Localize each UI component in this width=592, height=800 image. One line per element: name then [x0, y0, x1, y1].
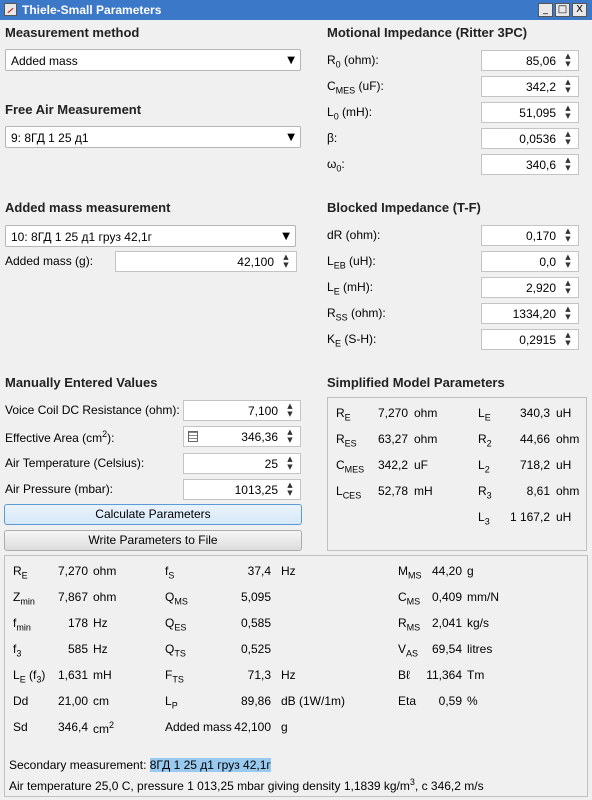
result-col1-sym-5 — [13, 694, 28, 708]
result-col3-unittext-1: mm/N — [467, 590, 499, 604]
blocked-label-2-sym: L — [327, 280, 334, 294]
blocked-input-3[interactable] — [481, 303, 579, 324]
blocked-label-0-sym: dR — [327, 228, 343, 242]
simplified-right-sym-0 — [478, 406, 491, 422]
result-col2-unit-4 — [281, 668, 296, 682]
result-col3-value-5: 0,59 — [438, 694, 462, 708]
spinner-arrows-icon[interactable]: ▲ ▼ — [287, 455, 293, 471]
simplified-right-value-2: 718,2 — [519, 458, 550, 472]
result-col2-sym-1 — [165, 590, 188, 606]
simplified-left-unit-3: mH — [414, 484, 433, 498]
simplified-right-sub-2: 2 — [484, 464, 490, 475]
motional-value-1: 342,2 — [525, 80, 556, 94]
motional-value-2: 51,095 — [519, 106, 556, 120]
simplified-right-sym-2 — [478, 458, 490, 474]
result-col3-symtext-2: R — [398, 616, 407, 630]
motional-label-4-unit: : — [341, 157, 345, 171]
air-conditions-sup: 3 — [409, 777, 415, 787]
secondary-measurement-label: Secondary measurement: — [9, 758, 147, 772]
simplified-left-sub-3: CES — [342, 490, 362, 501]
result-col1-extratail-4: ) — [41, 668, 46, 682]
result-col1-symtext-2: f — [13, 616, 17, 630]
motional-label-2-unit: (mH): — [338, 105, 373, 119]
result-col1-sym-2 — [13, 616, 31, 632]
simplified-left-sym-1 — [336, 432, 357, 448]
motional-value-3: 0,0536 — [519, 132, 556, 146]
added-mass-input-value: 42,100 — [237, 255, 274, 269]
blocked-value-4: 0,2915 — [519, 333, 556, 347]
result-col2-sym-2 — [165, 616, 186, 632]
simplified-right-symtext-2: L — [478, 458, 485, 472]
result-col1-unit-1 — [93, 590, 116, 604]
spinner-arrows-icon[interactable]: ▲ ▼ — [565, 331, 571, 347]
blocked-input-2[interactable] — [481, 277, 579, 298]
spinner-arrows-icon[interactable]: ▲ ▼ — [565, 227, 571, 243]
motional-label-0-sub: 0 — [335, 59, 341, 70]
simplified-right-value-3: 8,61 — [526, 484, 550, 498]
simplified-left-value-3: 52,78 — [377, 484, 408, 498]
result-col2-symtext-2: Q — [165, 616, 175, 630]
simplified-heading: Simplified Model Parameters — [327, 375, 505, 390]
blocked-heading: Blocked Impedance (T-F) — [327, 200, 481, 215]
result-col1-value-1: 7,867 — [57, 590, 88, 604]
result-col3-symtext-4: Bℓ — [398, 668, 410, 682]
simplified-left-unit-2: uF — [414, 458, 429, 472]
result-col2-value-1: 5,095 — [240, 590, 271, 604]
simplified-left-value-2: 342,2 — [377, 458, 408, 472]
result-col2-value-6: 42,100 — [234, 720, 271, 734]
motional-input-4[interactable] — [481, 154, 579, 175]
result-col2-unittext-6: g — [281, 720, 288, 734]
result-col2-symtext-5: L — [165, 694, 172, 708]
simplified-right-sub-0: E — [484, 412, 491, 423]
blocked-input-1[interactable] — [481, 251, 579, 272]
chevron-down-icon: ▼ — [282, 231, 290, 242]
result-col1-symtext-3: f — [13, 642, 17, 656]
write-parameters-button[interactable]: Write Parameters to File — [4, 530, 302, 551]
result-col3-sym-4 — [398, 668, 410, 682]
motional-label-2-sub: 0 — [333, 111, 339, 122]
motional-label-0-unit: (ohm): — [340, 53, 379, 67]
air-pressure-input[interactable] — [183, 479, 301, 500]
result-col3-sym-2 — [398, 616, 420, 632]
motional-label-3-unit: : — [333, 131, 338, 145]
result-col1-symtext-5: Dd — [13, 694, 29, 708]
simplified-right-symtext-1: R — [478, 432, 487, 446]
simplified-right-unit-2: uH — [556, 458, 572, 472]
simplified-right-symtext-3: R — [478, 484, 487, 498]
result-col3-unittext-0: g — [467, 564, 474, 578]
result-col2-sub-0: S — [168, 570, 175, 581]
blocked-label-4-sym: K — [327, 332, 336, 346]
result-col3-symtext-0: M — [398, 564, 408, 578]
simplified-right-symtext-0: L — [478, 406, 485, 420]
result-col2-sym-3 — [165, 642, 186, 658]
result-col2-symtext-3: Q — [165, 642, 175, 656]
results-panel — [4, 555, 588, 797]
blocked-label-3-sub: SS — [335, 312, 348, 323]
blocked-input-0[interactable] — [481, 225, 579, 246]
result-col3-unittext-5: % — [467, 694, 478, 708]
blocked-label-4-sub: E — [335, 338, 342, 349]
simplified-right-unit-3: ohm — [556, 484, 580, 498]
simplified-left-value-0: 7,270 — [377, 406, 408, 420]
blocked-value-0: 0,170 — [525, 229, 556, 243]
result-col2-unittext-0: Hz — [281, 564, 296, 578]
spinner-arrows-icon[interactable]: ▲ ▼ — [565, 279, 571, 295]
result-col3-unit-3 — [467, 642, 492, 656]
result-col1-extrasub-4: 3 — [36, 674, 42, 685]
secondary-measurement-value[interactable]: 8ГД 1 25 д1 груз 42,1г — [149, 758, 271, 772]
blocked-label-0-unit: (ohm): — [342, 228, 381, 242]
air-conditions-line — [9, 777, 484, 793]
simplified-right-sym-3 — [478, 484, 492, 500]
motional-heading: Motional Impedance (Ritter 3PC) — [327, 25, 528, 40]
result-col2-unittext-4: Hz — [281, 668, 296, 682]
blocked-label-1-unit: (uH): — [345, 254, 376, 268]
motional-label-4-sym: ω — [327, 157, 337, 171]
result-col1-unit-5 — [93, 694, 109, 708]
added-mass-input[interactable] — [115, 251, 297, 272]
simplified-right-sym-4 — [478, 510, 490, 526]
result-col3-sym-5 — [398, 694, 416, 708]
result-col2-value-4: 71,3 — [247, 668, 271, 682]
close-button[interactable]: X — [572, 3, 587, 17]
effective-area-label — [5, 429, 115, 445]
minimize-button[interactable]: _ — [538, 3, 553, 17]
simplified-left-sub-1: ES — [344, 438, 357, 449]
motional-label-4-sub: 0 — [336, 163, 342, 174]
free-air-heading: Free Air Measurement — [5, 102, 142, 117]
result-col1-unit-0 — [93, 564, 116, 578]
calculator-icon[interactable] — [188, 431, 198, 442]
blocked-label-1 — [327, 254, 376, 270]
result-col2-symtext-4: F — [165, 668, 173, 682]
result-col2-value-5: 89,86 — [240, 694, 271, 708]
blocked-label-1-sym: L — [327, 254, 334, 268]
secondary-measurement-line — [9, 758, 271, 772]
result-col2-unit-6 — [281, 720, 288, 734]
result-col2-sub-1: MS — [174, 596, 188, 607]
simplified-right-value-1: 44,66 — [519, 432, 550, 446]
added-mass-label: Added mass (g): — [5, 254, 94, 268]
simplified-left-sub-2: MES — [344, 464, 365, 475]
result-col1-sym-3 — [13, 642, 21, 658]
motional-input-0[interactable] — [481, 50, 579, 71]
result-col1-sym-1 — [13, 590, 35, 606]
result-col1-unittext-3: Hz — [93, 642, 108, 656]
result-col2-sub-5: P — [171, 700, 178, 711]
simplified-left-unit-1: ohm — [414, 432, 438, 446]
window-title: Thiele-Small Parameters — [22, 3, 162, 17]
result-col1-value-3: 585 — [67, 642, 88, 656]
simplified-right-symtext-4: L — [478, 510, 485, 524]
result-col1-unitsup-6: 2 — [109, 720, 115, 730]
result-col3-value-2: 2,041 — [431, 616, 462, 630]
result-col2-sym-6 — [165, 720, 232, 734]
spinner-arrows-icon[interactable]: ▲ ▼ — [565, 78, 571, 94]
free-air-select[interactable] — [5, 126, 301, 148]
simplified-right-sub-4: 3 — [484, 516, 490, 527]
simplified-left-unit-0: ohm — [414, 406, 438, 420]
motional-label-1 — [327, 79, 384, 95]
result-col2-symtext-1: Q — [165, 590, 175, 604]
spinner-arrows-icon[interactable]: ▲ ▼ — [283, 253, 289, 269]
simplified-right-sym-1 — [478, 432, 492, 448]
simplified-left-symtext-1: R — [336, 432, 345, 446]
simplified-left-sub-0: E — [344, 412, 351, 423]
effective-area-sup: 2 — [102, 429, 108, 439]
result-col3-value-4: 11,364 — [426, 668, 462, 682]
calculate-parameters-button[interactable]: Calculate Parameters — [4, 504, 302, 525]
result-col3-symtext-3: V — [398, 642, 407, 656]
simplified-left-value-1: 63,27 — [377, 432, 408, 446]
result-col2-value-0: 37,4 — [247, 564, 271, 578]
blocked-label-4 — [327, 332, 376, 348]
spinner-arrows-icon[interactable]: ▲ ▼ — [565, 156, 571, 172]
result-col3-sym-0 — [398, 564, 422, 580]
result-col3-unittext-3: litres — [467, 642, 493, 656]
result-col2-sub-4: TS — [172, 674, 184, 685]
maximize-button[interactable]: □ — [555, 3, 570, 17]
result-col3-unit-1 — [467, 590, 499, 604]
air-conditions-text: Air temperature 25,0 C, pressure 1 013,25 mbar giving density 1,1839 kg/m — [9, 779, 410, 793]
measurement-method-value: Added mass — [11, 54, 78, 68]
simplified-right-value-4: 1 167,2 — [509, 510, 550, 524]
simplified-left-symtext-3: L — [336, 484, 343, 498]
result-col2-unit-0 — [281, 564, 296, 578]
blocked-label-1-sub: EB — [333, 260, 346, 271]
result-col3-sub-2: MS — [406, 622, 421, 633]
result-col1-value-2: 178 — [67, 616, 88, 630]
result-col1-value-5: 21,00 — [57, 694, 88, 708]
spinner-arrows-icon[interactable]: ▲ ▼ — [565, 104, 571, 120]
motional-label-2-sym: L — [327, 105, 334, 119]
result-col2-sym-0 — [165, 564, 174, 580]
spinner-arrows-icon[interactable]: ▲ ▼ — [287, 428, 293, 444]
result-col2-unittext-5: dB (1W/1m) — [281, 694, 346, 708]
result-col2-sym-5 — [165, 694, 178, 710]
result-col1-extra-4: (f — [25, 668, 37, 682]
spinner-arrows-icon[interactable]: ▲ ▼ — [565, 130, 571, 146]
motional-label-1-sym: C — [327, 79, 336, 93]
spinner-arrows-icon[interactable]: ▲ ▼ — [287, 402, 293, 418]
simplified-right-sub-3: 3 — [486, 490, 492, 501]
result-col2-value-3: 0,525 — [240, 642, 271, 656]
result-col1-symtext-6: Sd — [13, 720, 28, 734]
spinner-arrows-icon[interactable]: ▲ ▼ — [565, 253, 571, 269]
air-temp-value: 25 — [264, 457, 278, 471]
simplified-left-symtext-0: R — [336, 406, 345, 420]
result-col3-unit-0 — [467, 564, 474, 578]
air-pressure-value: 1013,25 — [234, 483, 278, 497]
simplified-panel — [327, 397, 587, 551]
measurement-method-heading: Measurement method — [5, 25, 140, 40]
air-pressure-label: Air Pressure (mbar): — [5, 482, 114, 496]
motional-label-3-sym: β — [327, 131, 334, 145]
result-col1-symtext-4: L — [13, 668, 20, 682]
simplified-left-sym-0 — [336, 406, 351, 422]
result-col3-value-1: 0,409 — [431, 590, 462, 604]
result-col1-unit-2 — [93, 616, 108, 630]
result-col2-sub-3: TS — [174, 648, 186, 659]
simplified-right-unit-4: uH — [556, 510, 572, 524]
result-col3-unit-4 — [467, 668, 484, 682]
result-col3-sub-3: AS — [406, 648, 419, 659]
chevron-down-icon: ▼ — [287, 55, 295, 66]
blocked-label-0 — [327, 228, 380, 242]
motional-label-0-sym: R — [327, 53, 336, 67]
result-col1-sym-6 — [13, 720, 28, 734]
result-col3-value-3: 69,54 — [431, 642, 462, 656]
result-col2-value-2: 0,585 — [240, 616, 271, 630]
simplified-right-unit-0: uH — [556, 406, 572, 420]
motional-value-0: 85,06 — [525, 54, 556, 68]
result-col3-symtext-1: C — [398, 590, 407, 604]
spinner-arrows-icon[interactable]: ▲ ▼ — [565, 305, 571, 321]
result-col3-sym-3 — [398, 642, 418, 658]
result-col1-unittext-1: ohm — [93, 590, 117, 604]
result-col1-sub-1: min — [20, 596, 35, 607]
manual-heading: Manually Entered Values — [5, 375, 158, 390]
result-col2-symtext-0: f — [165, 564, 169, 578]
simplified-right-sub-1: 2 — [486, 438, 492, 449]
result-col1-sub-3: 3 — [16, 648, 22, 659]
effective-area-label-tail: ): — [107, 431, 115, 445]
result-col1-value-4: 1,631 — [57, 668, 88, 682]
measurement-method-select[interactable] — [5, 49, 301, 71]
vc-resistance-value: 7,100 — [247, 404, 278, 418]
motional-label-1-unit: (uF): — [355, 79, 384, 93]
blocked-label-2-unit: (mH): — [339, 280, 374, 294]
result-col3-unittext-4: Tm — [467, 668, 485, 682]
main-area — [0, 20, 592, 800]
effective-area-value: 346,36 — [241, 430, 278, 444]
blocked-label-4-unit: (S-H): — [341, 332, 377, 346]
motional-value-4: 340,6 — [525, 158, 556, 172]
spinner-arrows-icon[interactable]: ▲ ▼ — [287, 481, 293, 497]
result-col1-unit-6 — [93, 720, 114, 736]
result-col1-sub-0: E — [21, 570, 28, 581]
result-col3-unittext-2: kg/s — [467, 616, 490, 630]
motional-label-1-sub: MES — [335, 85, 356, 96]
result-col1-symtext-0: R — [13, 564, 22, 578]
result-col1-sym-0 — [13, 564, 28, 580]
motional-input-1[interactable] — [481, 76, 579, 97]
result-col1-sub-4: E — [19, 674, 26, 685]
result-col1-value-0: 7,270 — [57, 564, 88, 578]
result-col3-symtext-5: Eta — [398, 694, 417, 708]
result-col1-unittext-4: mH — [93, 668, 112, 682]
motional-input-3[interactable] — [481, 128, 579, 149]
blocked-value-3: 1334,20 — [512, 307, 556, 321]
simplified-right-value-0: 340,3 — [519, 406, 550, 420]
result-col1-unit-4 — [93, 668, 112, 682]
result-col2-sym-4 — [165, 668, 184, 684]
result-col1-unit-3 — [93, 642, 108, 656]
blocked-input-4[interactable] — [481, 329, 579, 350]
result-col3-sym-1 — [398, 590, 420, 606]
result-col1-value-6: 346,4 — [57, 720, 88, 734]
result-col3-unit-5 — [467, 694, 478, 708]
result-col1-unittext-6: cm — [93, 722, 109, 736]
app-icon — [4, 3, 17, 16]
blocked-value-1: 0,0 — [539, 255, 556, 269]
title-bar — [0, 0, 592, 21]
blocked-label-2 — [327, 280, 373, 296]
result-col3-unit-2 — [467, 616, 489, 630]
chevron-down-icon: ▼ — [287, 132, 295, 143]
motional-label-4 — [327, 157, 345, 173]
added-mass-select[interactable] — [5, 225, 296, 247]
air-conditions-tail: , c 346,2 m/s — [414, 779, 484, 793]
result-col3-sub-0: MS — [408, 570, 422, 581]
result-col2-symtext-6: Added mass — [165, 720, 232, 734]
result-col2-sub-2: ES — [174, 622, 187, 633]
result-col2-unit-5 — [281, 694, 345, 708]
vc-resistance-input[interactable] — [183, 400, 301, 421]
simplified-left-symtext-2: C — [336, 458, 345, 472]
result-col1-symtext-1: Z — [13, 590, 21, 604]
result-col1-unittext-5: cm — [93, 694, 109, 708]
result-col3-value-0: 44,20 — [431, 564, 462, 578]
air-temp-label: Air Temperature (Celsius): — [5, 456, 145, 470]
blocked-label-3 — [327, 306, 386, 322]
result-col3-sub-1: MS — [406, 596, 421, 607]
motional-label-3 — [327, 131, 337, 145]
result-col1-sub-2: min — [16, 622, 31, 633]
effective-area-input[interactable] — [183, 426, 301, 447]
effective-area-label-text: Effective Area (cm — [5, 431, 103, 445]
result-col1-sym-4 — [13, 668, 45, 684]
result-col1-unittext-2: Hz — [93, 616, 108, 630]
simplified-right-unit-1: ohm — [556, 432, 580, 446]
free-air-value: 9: 8ГД 1 25 д1 — [11, 131, 89, 145]
spinner-arrows-icon[interactable]: ▲ ▼ — [565, 52, 571, 68]
blocked-value-2: 2,920 — [525, 281, 556, 295]
air-temp-input[interactable] — [183, 453, 301, 474]
blocked-label-3-sym: R — [327, 306, 336, 320]
blocked-label-2-sub: E — [333, 286, 340, 297]
result-col1-unittext-0: ohm — [93, 564, 117, 578]
motional-label-0 — [327, 53, 379, 69]
motional-label-2 — [327, 105, 372, 121]
motional-input-2[interactable] — [481, 102, 579, 123]
vc-resistance-label: Voice Coil DC Resistance (ohm): — [5, 403, 180, 417]
added-mass-heading: Added mass measurement — [5, 200, 171, 215]
added-mass-select-value: 10: 8ГД 1 25 д1 груз 42,1г — [11, 230, 153, 244]
blocked-label-3-unit: (ohm): — [347, 306, 386, 320]
